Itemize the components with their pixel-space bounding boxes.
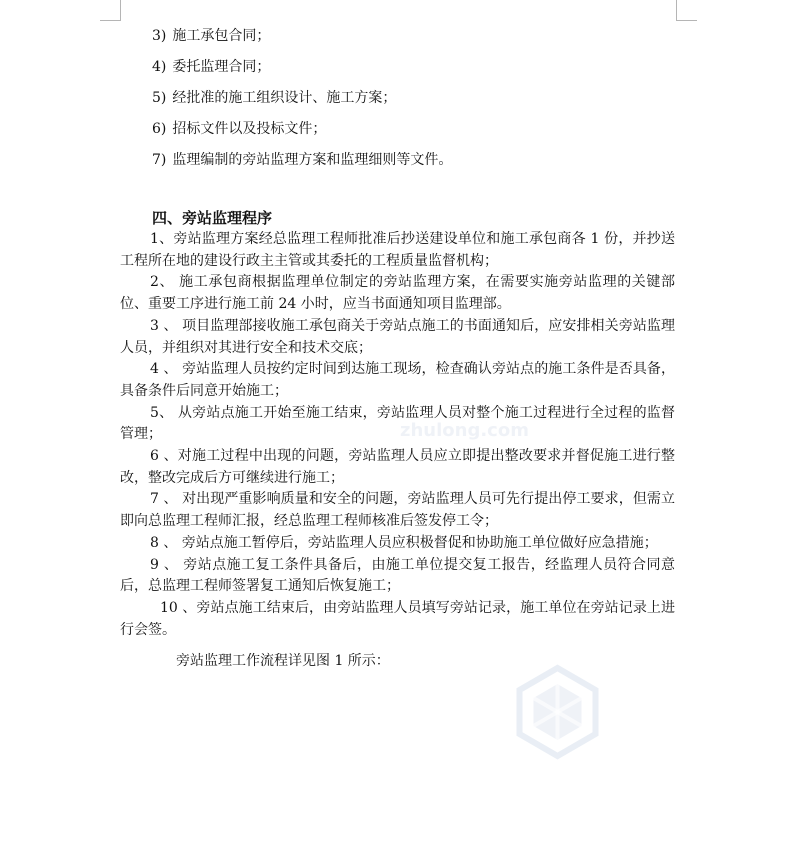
- procedure-paragraph: 5、 从旁站点施工开始至施工结束，旁站监理人员对整个施工过程进行全过程的监督管理；: [120, 404, 675, 443]
- top-left-crop-mark: [100, 0, 121, 21]
- procedure-paragraph: 7 、 对出现严重影响质量和安全的问题，旁站监理人员可先行提出停工要求，但需立即向总监理工程师汇报，经总监理工程师核准后签发停工令；: [120, 491, 675, 530]
- list-item-number: 5): [152, 90, 167, 106]
- watermark-text: zhulong.com: [400, 420, 529, 441]
- list-item-number: 6): [152, 121, 167, 137]
- list-item-number: 3): [152, 28, 167, 44]
- list-item-number: 7): [152, 152, 167, 168]
- list-item-text: 委托监理合同；: [172, 59, 271, 75]
- flow-chart-reference: 旁站监理工作流程详见图 1 所示：: [176, 653, 390, 669]
- top-right-crop-mark: [676, 0, 697, 21]
- list-item: [152, 88, 712, 119]
- list-item: [152, 119, 712, 150]
- procedure-paragraph: 10 、旁站点施工结束后，由旁站监理人员填写旁站记录，施工单位在旁站记录上进行会签。: [120, 599, 675, 638]
- procedure-paragraph: 2、 施工承包商根据监理单位制定的旁站监理方案，在需要实施旁站监理的关键部位、重要工序进行施工前 24 小时，应当书面通知项目监理部。: [120, 274, 675, 313]
- reference-list: [152, 26, 712, 181]
- procedure-paragraph: 1、旁站监理方案经总监理工程师批准后抄送建设单位和施工承包商各 1 份，并抄送工程所在地的建设行政主主管或其委托的工程质量监督机构；: [120, 231, 675, 269]
- procedure-paragraph: 9 、 旁站点施工复工条件具备后，由施工单位提交复工报告，经监理人员符合同意后，总监理工程师签署复工通知后恢复施工；: [120, 556, 675, 595]
- list-item-text: 施工承包合同；: [172, 28, 271, 44]
- watermark-logo-icon: [505, 662, 610, 762]
- list-item: [152, 57, 712, 88]
- procedure-paragraph: 8 、 旁站点施工暂停后，旁站监理人员应积极督促和协助施工单位做好应急措施；: [150, 534, 658, 551]
- procedure-paragraph: 3 、 项目监理部接收施工承包商关于旁站点施工的书面通知后，应安排相关旁站监理人员，并组织对其进行安全和技术交底；: [120, 317, 675, 356]
- procedure-body: [120, 229, 675, 641]
- list-item-text: 监理编制的旁站监理方案和监理细则等文件。: [172, 152, 453, 168]
- section-heading: 四、旁站监理程序: [152, 209, 273, 227]
- procedure-paragraph: 6 、对施工过程中出现的问题，旁站监理人员应立即提出整改要求并督促施工进行整改，整改完成后方可继续进行施工；: [120, 448, 675, 486]
- procedure-paragraph: 4 、 旁站监理人员按约定时间到达施工现场，检查确认旁站点的施工条件是否具备，具备条件后同意开始施工；: [120, 361, 675, 399]
- list-item-number: 4): [152, 59, 167, 75]
- list-item-text: 经批准的施工组织设计、施工方案；: [172, 90, 397, 106]
- list-item: [152, 150, 712, 181]
- list-item: [152, 26, 712, 57]
- list-item-text: 招标文件以及投标文件；: [172, 121, 327, 137]
